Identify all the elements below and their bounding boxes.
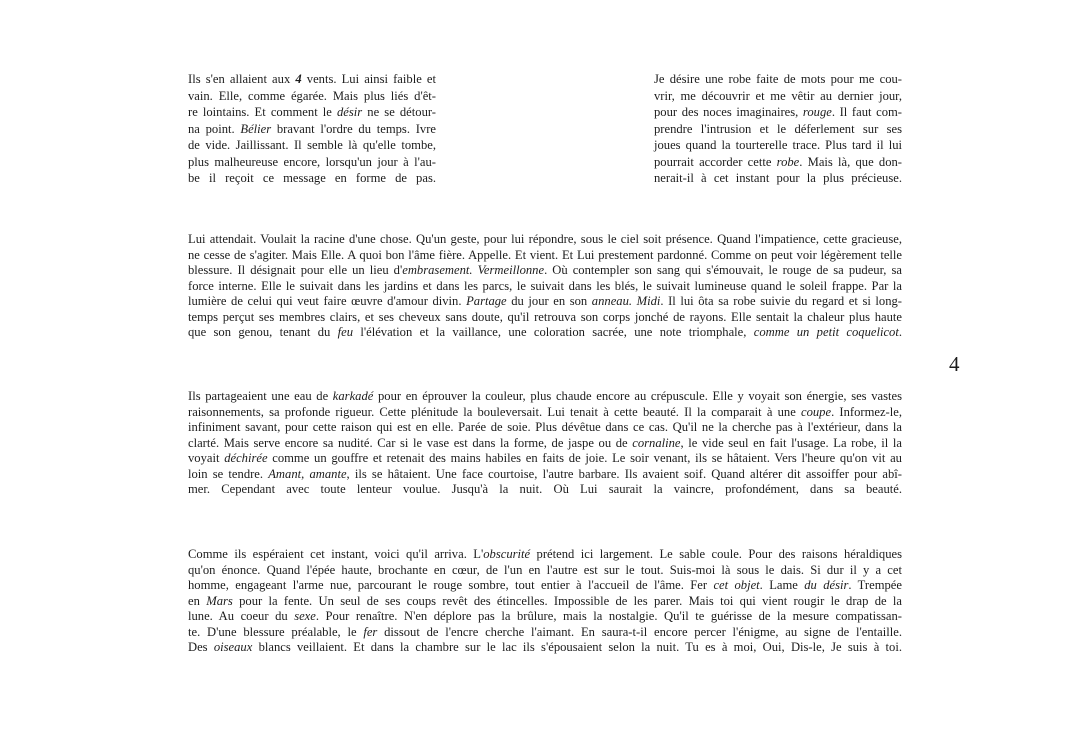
text-line-content (188, 640, 902, 654)
emphasized-bold-text: 4 (295, 72, 302, 86)
text-line (188, 88, 436, 105)
text-line (188, 294, 902, 310)
text-line-content (188, 232, 902, 246)
text-line (188, 640, 902, 656)
text-line (188, 310, 902, 326)
text-line-content (188, 405, 902, 419)
text-segment: pour des noces imaginaires, (654, 105, 803, 119)
text-line (188, 232, 902, 248)
text-line (188, 482, 902, 498)
emphasized-text: Bélier (240, 121, 272, 136)
text-segment: ne se détour- (362, 105, 437, 119)
text-line-content (188, 89, 436, 103)
text-segment: mer. Cependant avec toute lenteur voulue. Jusqu'à la nuit. Où Lui saurait la vaincre, profondément, dans sa beauté. (188, 482, 902, 496)
text-line-content (654, 138, 902, 152)
emphasized-text: cet objet (713, 578, 760, 592)
emphasized-text: Partage (466, 294, 507, 308)
text-segment: comme un gouffre et retenait des mains habiles en faits de joie. Le soir venant, ils se hâtaient. Vers l'heure qu'on vit au (267, 451, 902, 465)
text-segment: . Il lui ôta sa robe suivie du regard et si long- (660, 294, 902, 308)
text-line-content (188, 578, 902, 592)
text-segment: te. D'une blessure préalable, le (188, 624, 364, 639)
text-segment: vain. Elle, comme égarée. Mais plus liés d'êt- (188, 88, 436, 103)
text-segment: du jour en son (506, 294, 592, 308)
text-line-content (654, 155, 902, 169)
text-line (188, 420, 902, 436)
text-segment: bravant l'ordre du temps. Ivre (271, 121, 436, 136)
text-line (188, 389, 902, 405)
emphasized-text: anneau. Midi (591, 294, 661, 308)
text-segment: Lui attendait. Voulait la racine d'une chose. Qu'un geste, pour lui répondre, sous le ciel soit présence. Quand l'impatience, cette gracieuse, (188, 232, 902, 246)
text-line (188, 121, 436, 138)
text-line-content (188, 389, 902, 403)
emphasized-text: obscurité (483, 547, 531, 561)
text-line (188, 170, 436, 187)
text-segment: pour la fente. Un seul de ses coups revêt des étincelles. Impossible de les parer. Mais toi qui vient rougir le drap de la (232, 593, 902, 608)
text-segment: . Informez-le, (831, 404, 902, 419)
text-segment: l'élévation et la vaillance, une coloration sacrée, une note triomphale, (353, 325, 754, 339)
text-line-content (188, 248, 902, 262)
emphasized-text: cornaline (632, 435, 681, 450)
emphasized-text: sexe (294, 609, 316, 623)
text-segment: blessure. Il désignait pour elle un lieu d' (188, 263, 403, 277)
text-segment: clarté. Mais serve encore sa nudité. Car si le vase est dans la forme, de jaspe ou de (188, 435, 633, 450)
text-segment: force interne. Elle le suivait dans les jardins et dans les parcs, le suivait dans les blés, le suivait lumineuse quand le soleil frappe. Par la (188, 278, 902, 293)
text-line (188, 467, 902, 483)
paragraph-2 (188, 389, 902, 498)
text-segment: voyait (188, 451, 225, 465)
emphasized-text: oiseaux (213, 640, 253, 654)
text-line (654, 137, 902, 154)
text-line (188, 594, 902, 610)
text-line (654, 104, 902, 121)
text-segment: pour en éprouver la couleur, plus chaude encore au crépuscule. Elle y voyait son énergie, ses vastes (373, 389, 902, 403)
paragraph-3 (188, 547, 902, 656)
text-line-content (654, 105, 902, 119)
text-line-content (188, 310, 902, 324)
text-segment: infiniment savant, pour cette raison qui est en elle. Parée de soie. Plus dévêtue dans ce cas. Qu'il ne la cherche pas à l'extérieur, dans la (188, 420, 902, 434)
text-line-content (188, 325, 902, 339)
emphasized-text: Mars (206, 593, 233, 608)
emphasized-text: déchirée (224, 451, 268, 465)
text-segment: , ils se hâtaient. Une face courtoise, l'autre barbare. Ils avaient soif. Quand altérer dit assoiffer pour abî- (346, 466, 902, 481)
emphasized-text: Amant (268, 466, 302, 481)
text-line (654, 121, 902, 138)
text-line-content (188, 105, 436, 119)
text-segment: prétend ici largement. Le sable coule. Pour des raisons héraldiques (530, 547, 902, 561)
paragraph-left-column (188, 71, 436, 187)
text-segment: plus malheureuse encore, lorsqu'un jour à l'au- (188, 154, 436, 169)
text-line-content (188, 547, 902, 561)
text-line (188, 436, 902, 452)
text-line-content (654, 171, 902, 185)
text-line (188, 625, 902, 641)
emphasized-text: coupe (800, 404, 832, 419)
text-line-content (188, 155, 436, 169)
text-line (188, 563, 902, 579)
emphasized-text: feu (337, 325, 354, 339)
text-segment: ne cesse de s'agiter. Mais Elle. A quoi bon l'âme fière. Appelle. Et vient. Et Lui prestement pardonné. Comme on peut voir légèrement telle (188, 247, 902, 262)
text-line-content (188, 594, 902, 608)
text-segment: , le vide seul en fait l'usage. La robe, il la (680, 435, 902, 450)
text-line (188, 104, 436, 121)
text-segment: raisonnements, sa profonde rigueur. Cette plénitude la bouleversait. Lui tenait à cette beauté. Il la comparait à une (188, 404, 801, 419)
text-segment: nerait-il à cet instant pour la plus précieuse. (654, 171, 902, 185)
text-segment: . Pour renaître. N'en déplore pas la brûlure, mais la nostalgie. Qu'il te guérisse de la mesure compatissan- (315, 609, 902, 623)
text-segment: temps perçut ses membres clairs, et ses cheveux sans doute, qu'il retrouva son corps jonché de rayons. Elle sentait la chaleur plus haute (188, 309, 902, 324)
text-line-content (654, 72, 902, 86)
emphasized-text: embrasement. Vermeillonne (402, 263, 545, 277)
text-segment: Je désire une robe faite de mots pour me cou- (654, 72, 902, 86)
text-line-content (188, 467, 902, 481)
emphasized-text: fer (363, 624, 378, 639)
text-line (188, 405, 902, 421)
text-line (188, 609, 902, 625)
text-segment: . Trempée (848, 578, 902, 592)
text-segment: pourrait accorder cette (654, 154, 777, 169)
text-segment: blancs veillaient. Et dans la chambre sur le lac ils s'épousaient selon la nuit. Tu es à moi, Oui, Dis-le, Je suis à toi. (252, 640, 902, 654)
text-segment: . Il faut com- (831, 105, 902, 119)
emphasized-text: du désir (804, 578, 849, 592)
emphasized-text: rouge (802, 105, 832, 119)
text-segment: Ils partageaient une eau de (188, 389, 333, 403)
text-line (188, 71, 436, 88)
text-line-content (188, 482, 902, 496)
text-line (654, 170, 902, 187)
text-line-content (188, 171, 436, 185)
text-line-content (188, 609, 902, 623)
text-line (654, 154, 902, 171)
text-line (188, 451, 902, 467)
text-line-content (188, 263, 902, 277)
text-segment: . Lame (759, 578, 805, 592)
text-segment: Comme ils espéraient cet instant, voici qu'il arriva. L' (188, 547, 484, 561)
text-line (188, 137, 436, 154)
text-segment: de vide. Jaillissant. Il semble là qu'elle tombe, (188, 138, 436, 152)
text-segment: joues quand la tourterelle trace. Plus tard il lui (654, 138, 902, 152)
text-line (188, 279, 902, 295)
text-line-content (188, 436, 902, 450)
text-segment: be il reçoit ce message en forme de pas. (188, 171, 436, 185)
text-line-content (654, 89, 902, 103)
text-segment: , (301, 466, 310, 481)
text-line-content (188, 122, 436, 136)
text-segment: loin se tendre. (188, 466, 269, 481)
text-segment: vrir, me découvrir et me vêtir au dernier jour, (654, 88, 902, 103)
emphasized-text: comme un petit coquelicot (753, 325, 899, 339)
emphasized-text: amante (309, 466, 347, 481)
emphasized-text: désir (337, 105, 363, 119)
text-segment: Ils s'en allaient aux (188, 72, 296, 86)
text-segment: prendre l'intrusion et le déferlement sur ses (654, 121, 902, 136)
text-line (188, 248, 902, 264)
text-line (654, 88, 902, 105)
text-line-content (188, 138, 436, 152)
text-segment: dissout de l'encre cherche l'aimant. En saura-t-il encore percer l'énigme, au signe de l'entaille. (377, 624, 902, 639)
text-segment: vents. Lui ainsi faible et (301, 72, 436, 86)
text-segment: . Mais là, que don- (799, 154, 902, 169)
text-segment: re lointains. Et comment le (188, 105, 337, 119)
paragraph-1 (188, 232, 902, 341)
text-segment: Des (188, 640, 214, 654)
paragraph-right-column (654, 71, 902, 187)
page-number: 4 (949, 352, 960, 376)
text-line (188, 547, 902, 563)
text-line-content (188, 451, 902, 465)
emphasized-text: karkadé (332, 389, 374, 403)
text-line (188, 263, 902, 279)
text-segment: homme, engageant l'arme nue, parcourant le rouge sombre, tout entier à l'accueil de l'âme. Fer (188, 578, 714, 592)
emphasized-text: robe (776, 154, 800, 169)
text-line (188, 154, 436, 171)
text-segment: qu'on énonce. Quand l'épée haute, brochante en cœur, de l'un en l'autre est sur le tout. Suis-moi là sous le dais. Si dur il y a cet (188, 562, 902, 577)
text-segment: . Où contempler son sang qui s'émouvait, le rouge de sa pudeur, sa (544, 263, 902, 277)
text-line-content (188, 294, 902, 308)
text-segment: lumière de celui qui veut faire œuvre d'amour divin. (188, 294, 467, 308)
text-segment: que son genou, tenant du (188, 325, 338, 339)
text-segment: . (898, 325, 903, 339)
text-line-content (188, 563, 902, 577)
text-line-content (188, 625, 902, 639)
text-segment: na point. (188, 121, 241, 136)
text-line-content (188, 279, 902, 293)
text-line (188, 578, 902, 594)
text-line-content (188, 420, 902, 434)
text-segment: lune. Au coeur du (188, 609, 295, 623)
text-line (188, 325, 902, 341)
text-line-content (654, 122, 902, 136)
text-segment: en (188, 593, 207, 608)
text-line-content (188, 72, 436, 86)
text-line (654, 71, 902, 88)
